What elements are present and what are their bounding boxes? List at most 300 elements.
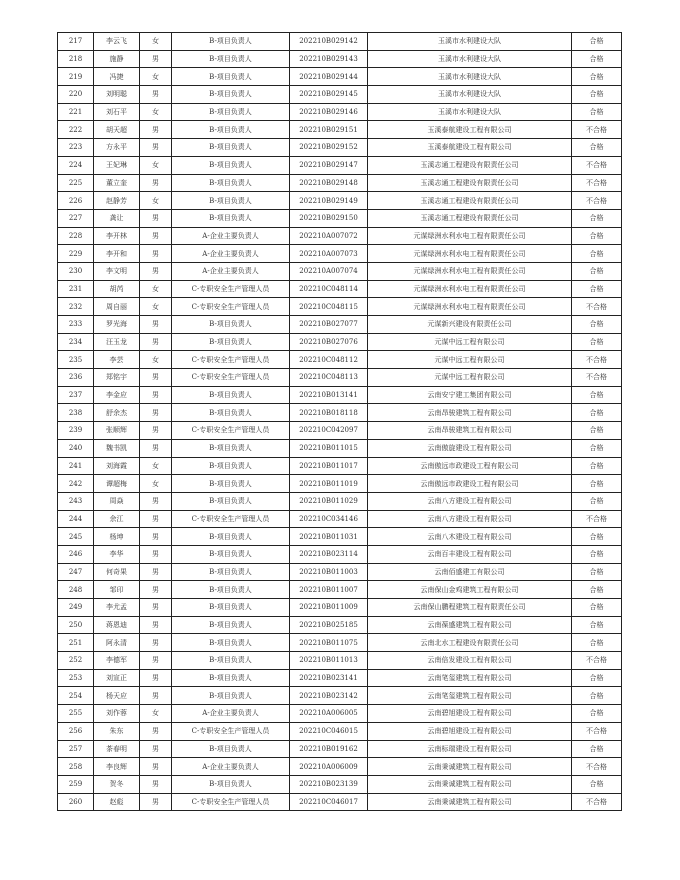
company-name-cell: 元谋绿洲水利水电工程有限责任公司 <box>368 227 572 245</box>
person-name-cell: 朱东 <box>94 722 140 740</box>
person-name-cell: 刘海霞 <box>94 457 140 475</box>
position-category-cell: C-专职安全生产管理人员 <box>172 369 290 387</box>
company-name-cell: 云南北水工程建设有限责任公司 <box>368 634 572 652</box>
gender-cell: 女 <box>140 298 172 316</box>
gender-cell: 男 <box>140 174 172 192</box>
gender-cell: 男 <box>140 616 172 634</box>
certificate-number-cell: 202210C048112 <box>290 351 368 369</box>
result-cell: 合格 <box>572 492 622 510</box>
person-name-cell: 郑铭宇 <box>94 369 140 387</box>
certificate-number-cell: 202210B011031 <box>290 528 368 546</box>
company-name-cell: 玉溪市水利建设大队 <box>368 33 572 51</box>
company-name-cell: 云南秉诚建筑工程有限公司 <box>368 775 572 793</box>
position-category-cell: B-项目负责人 <box>172 333 290 351</box>
row-number-cell: 253 <box>58 669 94 687</box>
gender-cell: 男 <box>140 369 172 387</box>
gender-cell: 女 <box>140 705 172 723</box>
table-row <box>58 209 622 227</box>
certificate-number-cell: 202210B023142 <box>290 687 368 705</box>
result-cell: 合格 <box>572 439 622 457</box>
company-name-cell: 元谋绿洲水利水电工程有限责任公司 <box>368 298 572 316</box>
company-name-cell: 玉溪泰航建设工程有限公司 <box>368 139 572 157</box>
result-cell: 合格 <box>572 139 622 157</box>
row-number-cell: 225 <box>58 174 94 192</box>
certificate-number-cell: 202210B011019 <box>290 475 368 493</box>
table-row <box>58 687 622 705</box>
gender-cell: 女 <box>140 33 172 51</box>
gender-cell: 男 <box>140 404 172 422</box>
certificate-number-cell: 202210B029142 <box>290 33 368 51</box>
result-cell: 合格 <box>572 33 622 51</box>
table-row <box>58 121 622 139</box>
table-row <box>58 528 622 546</box>
table-row <box>58 422 622 440</box>
certificate-number-cell: 202210A006005 <box>290 705 368 723</box>
certificate-number-cell: 202210B011009 <box>290 599 368 617</box>
person-name-cell: 李开和 <box>94 245 140 263</box>
result-cell: 合格 <box>572 50 622 68</box>
gender-cell: 男 <box>140 687 172 705</box>
company-name-cell: 云南八木建设工程有限公司 <box>368 528 572 546</box>
row-number-cell: 260 <box>58 793 94 811</box>
certificate-number-cell: 202210B011029 <box>290 492 368 510</box>
certificate-number-cell: 202210B025185 <box>290 616 368 634</box>
table-row <box>58 439 622 457</box>
person-name-cell: 李开林 <box>94 227 140 245</box>
results-table <box>57 32 622 811</box>
position-category-cell: B-项目负责人 <box>172 139 290 157</box>
result-cell: 合格 <box>572 209 622 227</box>
company-name-cell: 云南八方建设工程有限公司 <box>368 492 572 510</box>
table-row <box>58 262 622 280</box>
table-row <box>58 404 622 422</box>
company-name-cell: 玉溪志通工程建设有限责任公司 <box>368 156 572 174</box>
company-name-cell: 玉溪志通工程建设有限责任公司 <box>368 209 572 227</box>
certificate-number-cell: 202210C046017 <box>290 793 368 811</box>
row-number-cell: 242 <box>58 475 94 493</box>
certificate-number-cell: 202210B029149 <box>290 192 368 210</box>
row-number-cell: 226 <box>58 192 94 210</box>
company-name-cell: 元谋绿洲水利水电工程有限责任公司 <box>368 262 572 280</box>
person-name-cell: 刘宣正 <box>94 669 140 687</box>
gender-cell: 男 <box>140 545 172 563</box>
table-row <box>58 68 622 86</box>
position-category-cell: B-项目负责人 <box>172 439 290 457</box>
row-number-cell: 217 <box>58 33 94 51</box>
row-number-cell: 247 <box>58 563 94 581</box>
gender-cell: 男 <box>140 139 172 157</box>
row-number-cell: 255 <box>58 705 94 723</box>
position-category-cell: B-项目负责人 <box>172 475 290 493</box>
gender-cell: 男 <box>140 775 172 793</box>
person-name-cell: 刘作蓉 <box>94 705 140 723</box>
company-name-cell: 云南葆盛建筑工程有限公司 <box>368 616 572 634</box>
result-cell: 合格 <box>572 333 622 351</box>
row-number-cell: 241 <box>58 457 94 475</box>
person-name-cell: 杨坤 <box>94 528 140 546</box>
certificate-number-cell: 202210B011013 <box>290 652 368 670</box>
person-name-cell: 冯捷 <box>94 68 140 86</box>
table-row <box>58 740 622 758</box>
company-name-cell: 元谋绿洲水利水电工程有限责任公司 <box>368 280 572 298</box>
result-cell: 合格 <box>572 616 622 634</box>
result-cell: 不合格 <box>572 652 622 670</box>
gender-cell: 男 <box>140 86 172 104</box>
company-name-cell: 云南保山鹏程建筑工程有限责任公司 <box>368 599 572 617</box>
position-category-cell: B-项目负责人 <box>172 775 290 793</box>
certificate-number-cell: 202210B018118 <box>290 404 368 422</box>
table-row <box>58 581 622 599</box>
gender-cell: 女 <box>140 475 172 493</box>
position-category-cell: B-项目负责人 <box>172 616 290 634</box>
row-number-cell: 251 <box>58 634 94 652</box>
row-number-cell: 240 <box>58 439 94 457</box>
certificate-number-cell: 202210B027077 <box>290 316 368 334</box>
table-row <box>58 793 622 811</box>
result-cell: 合格 <box>572 705 622 723</box>
table-row <box>58 599 622 617</box>
position-category-cell: B-项目负责人 <box>172 528 290 546</box>
result-cell: 合格 <box>572 775 622 793</box>
row-number-cell: 233 <box>58 316 94 334</box>
row-number-cell: 232 <box>58 298 94 316</box>
company-name-cell: 元谋中远工程有限公司 <box>368 369 572 387</box>
position-category-cell: B-项目负责人 <box>172 740 290 758</box>
gender-cell: 男 <box>140 492 172 510</box>
table-row <box>58 192 622 210</box>
certificate-number-cell: 202210B029144 <box>290 68 368 86</box>
company-name-cell: 云南佰盛建工有限公司 <box>368 563 572 581</box>
row-number-cell: 252 <box>58 652 94 670</box>
table-row <box>58 280 622 298</box>
row-number-cell: 250 <box>58 616 94 634</box>
position-category-cell: B-项目负责人 <box>172 156 290 174</box>
position-category-cell: A-企业主要负责人 <box>172 262 290 280</box>
position-category-cell: C-专职安全生产管理人员 <box>172 280 290 298</box>
person-name-cell: 阿永清 <box>94 634 140 652</box>
gender-cell: 男 <box>140 581 172 599</box>
person-name-cell: 魏书凯 <box>94 439 140 457</box>
gender-cell: 男 <box>140 333 172 351</box>
gender-cell: 女 <box>140 192 172 210</box>
gender-cell: 男 <box>140 439 172 457</box>
row-number-cell: 256 <box>58 722 94 740</box>
row-number-cell: 219 <box>58 68 94 86</box>
certificate-number-cell: 202210B029151 <box>290 121 368 139</box>
company-name-cell: 玉溪志通工程建设有限责任公司 <box>368 192 572 210</box>
person-name-cell: 周焱 <box>94 492 140 510</box>
company-name-cell: 云南碧旭建设工程有限公司 <box>368 722 572 740</box>
company-name-cell: 云南傲旋建设工程有限公司 <box>368 439 572 457</box>
position-category-cell: A-企业主要负责人 <box>172 705 290 723</box>
company-name-cell: 元谋新兴建设有限责任公司 <box>368 316 572 334</box>
person-name-cell: 李良辉 <box>94 758 140 776</box>
result-cell: 合格 <box>572 634 622 652</box>
position-category-cell: B-项目负责人 <box>172 174 290 192</box>
result-cell: 不合格 <box>572 369 622 387</box>
row-number-cell: 254 <box>58 687 94 705</box>
position-category-cell: C-专职安全生产管理人员 <box>172 298 290 316</box>
result-cell: 合格 <box>572 103 622 121</box>
result-cell: 不合格 <box>572 298 622 316</box>
person-name-cell: 董立奎 <box>94 174 140 192</box>
company-name-cell: 玉溪市水利建设大队 <box>368 86 572 104</box>
gender-cell: 男 <box>140 722 172 740</box>
result-cell: 合格 <box>572 545 622 563</box>
company-name-cell: 元谋中远工程有限公司 <box>368 333 572 351</box>
gender-cell: 女 <box>140 351 172 369</box>
gender-cell: 男 <box>140 262 172 280</box>
position-category-cell: B-项目负责人 <box>172 209 290 227</box>
position-category-cell: B-项目负责人 <box>172 404 290 422</box>
result-cell: 不合格 <box>572 793 622 811</box>
gender-cell: 女 <box>140 280 172 298</box>
company-name-cell: 玉溪市水利建设大队 <box>368 103 572 121</box>
person-name-cell: 邹印 <box>94 581 140 599</box>
person-name-cell: 胡天超 <box>94 121 140 139</box>
result-cell: 合格 <box>572 599 622 617</box>
certificate-number-cell: 202210B029145 <box>290 86 368 104</box>
person-name-cell: 李云飞 <box>94 33 140 51</box>
person-name-cell: 刘石平 <box>94 103 140 121</box>
gender-cell: 女 <box>140 103 172 121</box>
gender-cell: 男 <box>140 209 172 227</box>
certificate-number-cell: 202210B011015 <box>290 439 368 457</box>
row-number-cell: 249 <box>58 599 94 617</box>
gender-cell: 男 <box>140 563 172 581</box>
position-category-cell: B-项目负责人 <box>172 86 290 104</box>
position-category-cell: B-项目负责人 <box>172 192 290 210</box>
result-cell: 不合格 <box>572 510 622 528</box>
result-cell: 合格 <box>572 528 622 546</box>
certificate-number-cell: 202210C046015 <box>290 722 368 740</box>
row-number-cell: 257 <box>58 740 94 758</box>
position-category-cell: B-项目负责人 <box>172 687 290 705</box>
position-category-cell: B-项目负责人 <box>172 386 290 404</box>
position-category-cell: B-项目负责人 <box>172 545 290 563</box>
result-cell: 不合格 <box>572 156 622 174</box>
row-number-cell: 220 <box>58 86 94 104</box>
certificate-number-cell: 202210A007072 <box>290 227 368 245</box>
certificate-number-cell: 202210B011003 <box>290 563 368 581</box>
person-name-cell: 汪玉龙 <box>94 333 140 351</box>
row-number-cell: 259 <box>58 775 94 793</box>
company-name-cell: 玉溪泰航建设工程有限公司 <box>368 121 572 139</box>
position-category-cell: B-项目负责人 <box>172 652 290 670</box>
row-number-cell: 236 <box>58 369 94 387</box>
table-row <box>58 669 622 687</box>
position-category-cell: A-企业主要负责人 <box>172 227 290 245</box>
results-table-body <box>58 33 622 811</box>
row-number-cell: 238 <box>58 404 94 422</box>
result-cell: 不合格 <box>572 351 622 369</box>
result-cell: 合格 <box>572 68 622 86</box>
table-row <box>58 33 622 51</box>
company-name-cell: 玉溪市水利建设大队 <box>368 50 572 68</box>
company-name-cell: 玉溪市水利建设大队 <box>368 68 572 86</box>
table-row <box>58 369 622 387</box>
gender-cell: 男 <box>140 652 172 670</box>
result-cell: 合格 <box>572 262 622 280</box>
certificate-number-cell: 202210B011007 <box>290 581 368 599</box>
table-row <box>58 634 622 652</box>
result-cell: 合格 <box>572 563 622 581</box>
row-number-cell: 245 <box>58 528 94 546</box>
position-category-cell: B-项目负责人 <box>172 669 290 687</box>
table-row <box>58 705 622 723</box>
person-name-cell: 周自丽 <box>94 298 140 316</box>
result-cell: 合格 <box>572 86 622 104</box>
gender-cell: 男 <box>140 245 172 263</box>
position-category-cell: B-项目负责人 <box>172 316 290 334</box>
gender-cell: 女 <box>140 457 172 475</box>
position-category-cell: C-专职安全生产管理人员 <box>172 510 290 528</box>
position-category-cell: C-专职安全生产管理人员 <box>172 793 290 811</box>
person-name-cell: 谭超梅 <box>94 475 140 493</box>
position-category-cell: B-项目负责人 <box>172 68 290 86</box>
table-row <box>58 245 622 263</box>
result-cell: 合格 <box>572 280 622 298</box>
row-number-cell: 227 <box>58 209 94 227</box>
person-name-cell: 龚让 <box>94 209 140 227</box>
table-row <box>58 758 622 776</box>
position-category-cell: B-项目负责人 <box>172 50 290 68</box>
result-cell: 合格 <box>572 422 622 440</box>
result-cell: 不合格 <box>572 121 622 139</box>
company-name-cell: 云南傲远市政建设工程有限公司 <box>368 475 572 493</box>
certificate-number-cell: 202210B023139 <box>290 775 368 793</box>
result-cell: 不合格 <box>572 758 622 776</box>
position-category-cell: C-专职安全生产管理人员 <box>172 422 290 440</box>
gender-cell: 男 <box>140 793 172 811</box>
person-name-cell: 李华 <box>94 545 140 563</box>
position-category-cell: B-项目负责人 <box>172 492 290 510</box>
company-name-cell: 元谋中远工程有限公司 <box>368 351 572 369</box>
company-name-cell: 云南傲远市政建设工程有限公司 <box>368 457 572 475</box>
gender-cell: 男 <box>140 740 172 758</box>
position-category-cell: B-项目负责人 <box>172 599 290 617</box>
certificate-number-cell: 202210B023114 <box>290 545 368 563</box>
gender-cell: 女 <box>140 156 172 174</box>
position-category-cell: B-项目负责人 <box>172 121 290 139</box>
certificate-number-cell: 202210C048115 <box>290 298 368 316</box>
certificate-number-cell: 202210B027076 <box>290 333 368 351</box>
gender-cell: 男 <box>140 386 172 404</box>
gender-cell: 男 <box>140 634 172 652</box>
gender-cell: 男 <box>140 599 172 617</box>
result-cell: 合格 <box>572 386 622 404</box>
certificate-number-cell: 202210B029147 <box>290 156 368 174</box>
position-category-cell: B-项目负责人 <box>172 103 290 121</box>
position-category-cell: A-企业主要负责人 <box>172 245 290 263</box>
position-category-cell: B-项目负责人 <box>172 581 290 599</box>
row-number-cell: 223 <box>58 139 94 157</box>
certificate-number-cell: 202210B019162 <box>290 740 368 758</box>
certificate-number-cell: 202210B029143 <box>290 50 368 68</box>
table-row <box>58 616 622 634</box>
certificate-number-cell: 202210C048113 <box>290 369 368 387</box>
table-row <box>58 103 622 121</box>
result-cell: 不合格 <box>572 192 622 210</box>
certificate-number-cell: 202210A006009 <box>290 758 368 776</box>
result-cell: 合格 <box>572 245 622 263</box>
person-name-cell: 李尤孟 <box>94 599 140 617</box>
row-number-cell: 246 <box>58 545 94 563</box>
result-cell: 合格 <box>572 457 622 475</box>
row-number-cell: 229 <box>58 245 94 263</box>
certificate-number-cell: 202210B011075 <box>290 634 368 652</box>
row-number-cell: 244 <box>58 510 94 528</box>
gender-cell: 男 <box>140 422 172 440</box>
company-name-cell: 云南碧旭建设工程有限公司 <box>368 705 572 723</box>
row-number-cell: 230 <box>58 262 94 280</box>
result-cell: 不合格 <box>572 174 622 192</box>
gender-cell: 男 <box>140 227 172 245</box>
row-number-cell: 234 <box>58 333 94 351</box>
company-name-cell: 元谋绿洲水利水电工程有限责任公司 <box>368 245 572 263</box>
person-name-cell: 贺冬 <box>94 775 140 793</box>
company-name-cell: 云南昂骏建筑工程有限公司 <box>368 422 572 440</box>
company-name-cell: 云南笔玺建筑工程有限公司 <box>368 669 572 687</box>
gender-cell: 男 <box>140 50 172 68</box>
certificate-number-cell: 202210A007073 <box>290 245 368 263</box>
position-category-cell: B-项目负责人 <box>172 563 290 581</box>
person-name-cell: 何奇果 <box>94 563 140 581</box>
company-name-cell: 玉溪志通工程建设有限责任公司 <box>368 174 572 192</box>
gender-cell: 男 <box>140 669 172 687</box>
position-category-cell: B-项目负责人 <box>172 33 290 51</box>
company-name-cell: 云南昂骏建筑工程有限公司 <box>368 404 572 422</box>
person-name-cell: 李文明 <box>94 262 140 280</box>
person-name-cell: 茶春明 <box>94 740 140 758</box>
company-name-cell: 云南八方建设工程有限公司 <box>368 510 572 528</box>
certificate-number-cell: 202210C048114 <box>290 280 368 298</box>
table-row <box>58 333 622 351</box>
table-row <box>58 492 622 510</box>
row-number-cell: 258 <box>58 758 94 776</box>
certificate-number-cell: 202210B011017 <box>290 457 368 475</box>
position-category-cell: A-企业主要负责人 <box>172 758 290 776</box>
row-number-cell: 231 <box>58 280 94 298</box>
result-cell: 合格 <box>572 316 622 334</box>
company-name-cell: 云南秉诚建筑工程有限公司 <box>368 758 572 776</box>
table-row <box>58 722 622 740</box>
person-name-cell: 胡芮 <box>94 280 140 298</box>
result-cell: 合格 <box>572 669 622 687</box>
gender-cell: 男 <box>140 121 172 139</box>
table-row <box>58 545 622 563</box>
row-number-cell: 239 <box>58 422 94 440</box>
table-row <box>58 351 622 369</box>
result-cell: 合格 <box>572 687 622 705</box>
certificate-number-cell: 202210A007074 <box>290 262 368 280</box>
person-name-cell: 李芸 <box>94 351 140 369</box>
result-cell: 合格 <box>572 581 622 599</box>
table-row <box>58 86 622 104</box>
certificate-number-cell: 202210C034146 <box>290 510 368 528</box>
row-number-cell: 235 <box>58 351 94 369</box>
company-name-cell: 云南保山金鸡建筑工程有限公司 <box>368 581 572 599</box>
gender-cell: 女 <box>140 68 172 86</box>
company-name-cell: 云南秉诚建筑工程有限公司 <box>368 793 572 811</box>
table-row <box>58 652 622 670</box>
table-row <box>58 316 622 334</box>
person-name-cell: 施静 <box>94 50 140 68</box>
company-name-cell: 云南百丰建设工程有限公司 <box>368 545 572 563</box>
person-name-cell: 余江 <box>94 510 140 528</box>
gender-cell: 男 <box>140 510 172 528</box>
gender-cell: 男 <box>140 758 172 776</box>
